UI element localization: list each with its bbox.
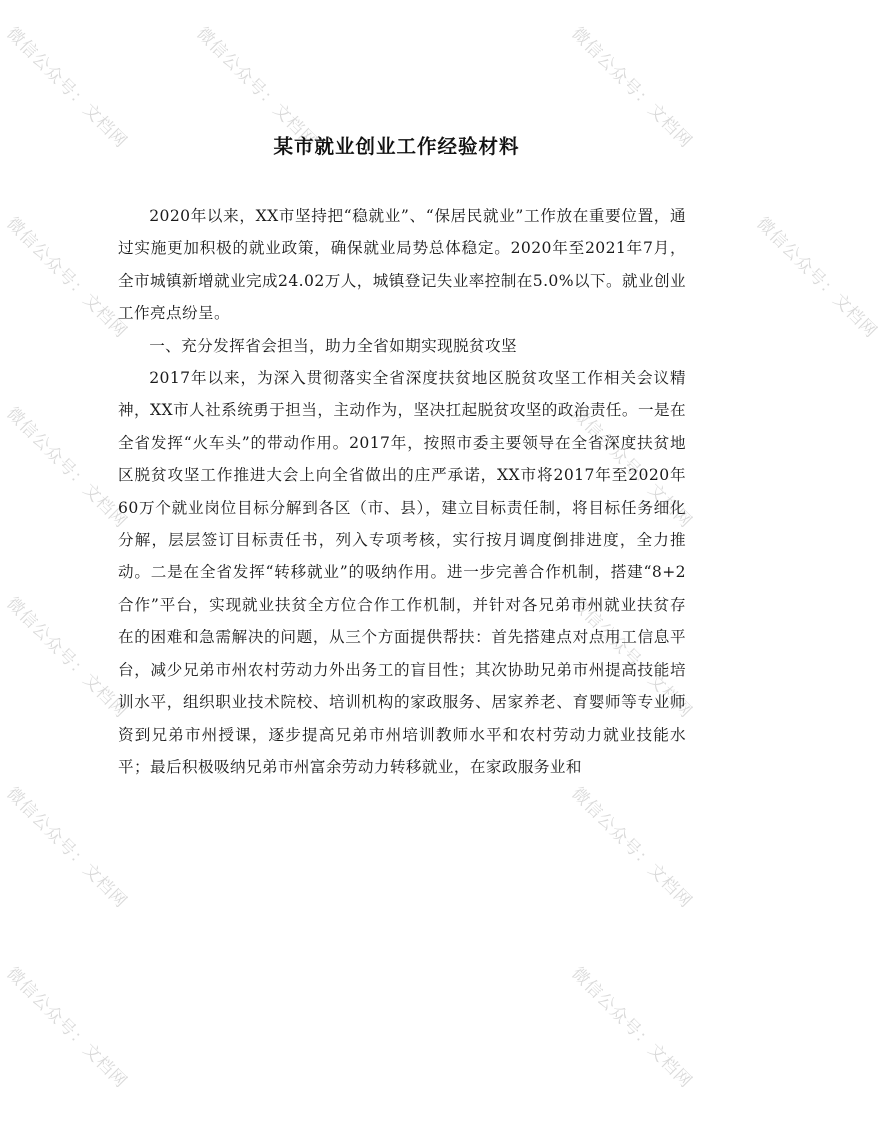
section-heading-1: 一、充分发挥省会担当，助力全省如期实现脱贫攻坚 — [149, 336, 518, 355]
document-title: 某市就业创业工作经验材料 — [273, 135, 520, 158]
watermark-text: 微信公众号：文档网 — [192, 23, 322, 153]
watermark-text: 微信公众号：文档网 — [2, 23, 132, 153]
watermark-text: 微信公众号：文档网 — [2, 403, 132, 533]
watermark-text: 微信公众号：文档网 — [567, 593, 697, 723]
watermark-text: 微信公众号：文档网 — [752, 213, 882, 343]
watermark-text: 微信公众号：文档网 — [567, 403, 697, 533]
watermark-text: 微信公众号：文档网 — [567, 23, 697, 153]
paragraph-section-1: 2017年以来，为深入贯彻落实全省深度扶贫地区脱贫攻坚工作相关会议精神，XX市人社系统勇于担当，主动作为，坚决扛起脱贫攻坚的政治责任。一是在全省发挥“火车头”的带动作用。2017年，按照市委主要领导在全省深度扶贫地区脱贫攻坚工作推进大会上向全省做出的庄严承诺，XX市将2017年至2020年60万个就业岗位目标分解到各区（市、县），建立目标责任制，将目标任务细化分解，层层签订目标责任书，列入专项考核，实行按月调度倒排进度，全力推动。二是在全省发挥“转移就业”的吸纳作用。进一步完善合作机制，搭建“8+2合作”平台，实现就业扶贫全方位合作工作机制，并针对各兄弟市州就业扶贫存在的困难和急需解决的问题，从三个方面提供帮扶：首先搭建点对点用工信息平台，减少兄弟市州农村劳动力外出务工的盲目性；其次协助兄弟市州提高技能培训水平，组织职业技术院校、培训机构的家政服务、居家养老、育婴师等专业师资到兄弟市州授课，逐步提高兄弟市州培训教师水平和农村劳动力就业技能水平；最后积极吸纳兄弟市州富余劳动力转移就业，在家政服务业和 — [118, 369, 686, 776]
watermark-text: 微信公众号：文档网 — [2, 213, 132, 343]
paragraph-intro: 2020年以来，XX市坚持把“稳就业”、“保居民就业”工作放在重要位置，通过实施更加积极的就业政策，确保就业局势总体稳定。2020年至2021年7月，全市城镇新增就业完成24.02万人，城镇登记失业率控制在5.0%以下。就业创业工作亮点纷呈。 — [118, 207, 686, 323]
watermark-text: 微信公众号：文档网 — [567, 963, 697, 1093]
document-body — [118, 200, 686, 783]
watermark-text: 微信公众号：文档网 — [2, 593, 132, 723]
watermark-text: 微信公众号：文档网 — [2, 963, 132, 1093]
watermark-text: 微信公众号：文档网 — [2, 783, 132, 913]
watermark-text: 微信公众号：文档网 — [567, 783, 697, 913]
